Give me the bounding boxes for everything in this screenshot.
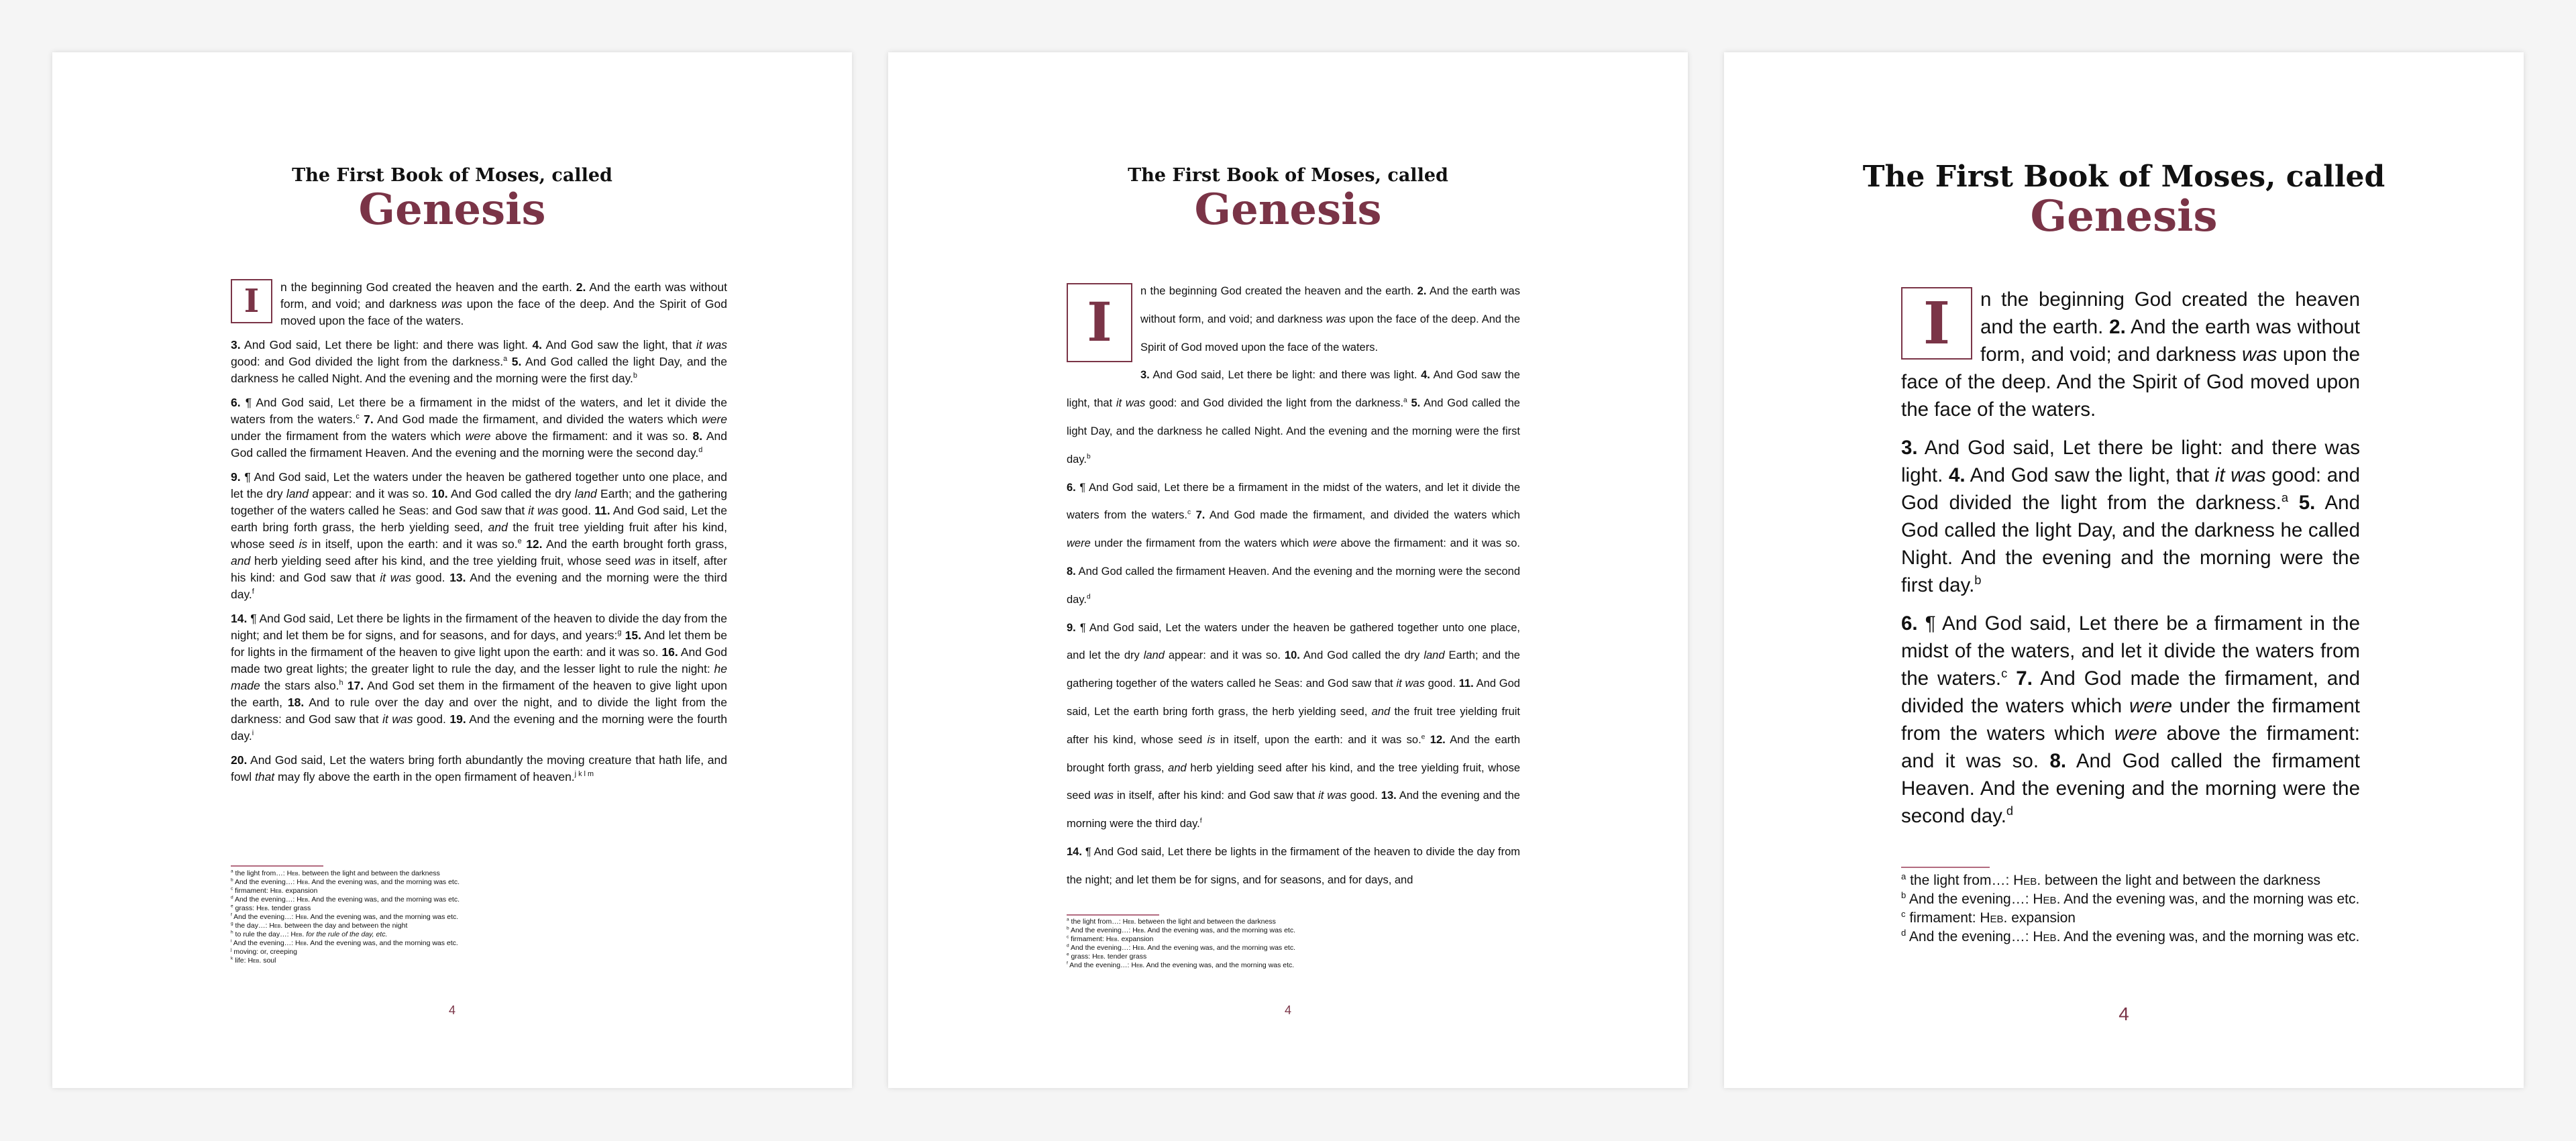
- verse-paragraph: 14. ¶ And God said, Let there be lights in the firmament of the heaven to divide the day from the night; and let them be for signs, and for seasons, and for days, and: [1067, 845, 1520, 886]
- footnote: $^b$ And the evening…: Heb. And the evening was, and the morning was etc.: [1067, 926, 1296, 934]
- drop-cap-ornament: I: [231, 279, 272, 323]
- verse-paragraph: 6. ¶ And God said, Let there be a firmament in the midst of the waters, and let it divide the waters from the waters.$^c$ 7. And God made the firmament, and divided the waters which were under the firmament from the waters which were above the firmament: and it was so. 8. And God called the firmament Heaven. And the evening and the morning were the second day.$^d$: [1901, 612, 2361, 827]
- chapter-header: [1724, 160, 2524, 241]
- verse-paragraph: 14. ¶ And God said, Let there be lights in the firmament of the heaven to divide the day from the night; and let them be for signs, and for seasons, and for days, and years:$^g$ 15. And let them be for lights in the firmament of the heaven to give light upon the earth: and it was so. 16. And God made two great lights; the greater light to rule the day, and the lesser light to rule the night: he made the stars also.$^h$ 17. And God set them in the firmament of the heaven to give light upon the earth, 18. And to rule over the day and over the night, and to divide the light from the darkness: and God saw that it was good. 19. And the evening and the morning were the fourth day.$^i$: [231, 612, 728, 743]
- footnote: $^f$ And the evening…: Heb. And the evening was, and the morning was etc.: [231, 912, 459, 921]
- footnote: $^j$ moving: or, creeping: [231, 947, 297, 956]
- book-title: Genesis: [1194, 184, 1382, 235]
- footnote: $^c$ firmament: Heb. expansion: [231, 886, 318, 895]
- footnote: $^a$ the light from…: Heb. between the light and between the darkness: [1901, 871, 2320, 888]
- verse-text: n the beginning God created the heaven and the earth. 2. And the earth was without form, and void; and darkness was upon the face of the deep. And the Spirit of God moved upon the face of the waters.: [280, 280, 727, 327]
- footnotes: [1901, 872, 2360, 947]
- verse-paragraph-opening: [1067, 278, 1520, 362]
- book-title: Genesis: [358, 184, 546, 235]
- footnote: $^d$ And the evening…: Heb. And the evening was, and the morning was etc.: [231, 895, 460, 904]
- book-pre-title: The First Book of Moses, called: [292, 165, 612, 186]
- chapter-body: [231, 279, 727, 793]
- page-spread-1: [52, 52, 852, 1088]
- book-title: Genesis: [2030, 191, 2218, 241]
- verse-paragraph: 6. ¶ And God said, Let there be a firmament in the midst of the waters, and let it divide the waters from the waters.$^c$ 7. And God made the firmament, and divided the waters which were under the firmament from the waters which were above the firmament: and it was so. 8. And God called the firmament Heaven. And the evening and the morning were the second day.$^d$: [1067, 481, 1520, 606]
- verse-paragraph: 9. ¶ And God said, Let the waters under the heaven be gathered together unto one place, and let the dry land appear: and it was so. 10. And God called the dry land Earth; and the gathering together of the waters called he Seas: and God saw that it was good. 11. And God said, Let the earth bring forth grass, the herb yielding seed, and the fruit tree yielding fruit after his kind, whose seed is in itself, upon the earth: and it was so.$^e$ 12. And the earth brought forth grass, and herb yielding seed after his kind, and the tree yielding fruit, whose seed was in itself, after his kind: and God saw that it was good. 13. And the evening and the morning were the third day.$^f$: [1067, 621, 1521, 830]
- footnote: $^g$ the day…: Heb. between the day and between the night: [231, 921, 408, 930]
- book-pre-title: The First Book of Moses, called: [1128, 165, 1448, 186]
- verse-paragraph: 3. And God said, Let there be light: and there was light. 4. And God saw the light, that it was good: and God divided the light from the darkness.$^a$ 5. And God called the light Day, and the darkness he called Night. And the evening and the morning were the first day.$^b$: [231, 338, 727, 385]
- drop-cap-ornament: I: [1901, 287, 1972, 360]
- footnote: $^d$ And the evening…: Heb. And the evening was, and the morning was etc.: [1901, 928, 2360, 944]
- footnote: $^b$ And the evening…: Heb. And the evening was, and the morning was etc.: [1901, 890, 2360, 907]
- verse-paragraph: 20. And God said, Let the waters bring forth abundantly the moving creature that hath life, and fowl that may fly above the earth in the open firmament of heaven.$^{j k l m}$: [231, 753, 727, 783]
- page-number: 4: [448, 1003, 455, 1017]
- chapter-header: [52, 165, 852, 235]
- footnote: $^e$ grass: Heb. tender grass: [231, 904, 311, 912]
- footnote-divider: [1067, 914, 1159, 916]
- footnote-divider: [231, 865, 323, 867]
- footnotes: [1067, 918, 1469, 970]
- footnote: $^a$ the light from…: Heb. between the light and between the darkness: [231, 869, 440, 877]
- footnote: $^h$ to rule the day…: Heb. for the rule of the day, etc.: [231, 930, 388, 938]
- footnote: $^e$ grass: Heb. tender grass: [1067, 952, 1147, 961]
- page-spread-2: [888, 52, 1688, 1088]
- verse-paragraph-opening: [1901, 286, 2360, 423]
- footnote: $^f$ And the evening…: Heb. And the evening was, and the morning was etc.: [1067, 961, 1295, 969]
- chapter-body: [1901, 286, 2360, 840]
- page-number: 4: [2118, 1003, 2129, 1024]
- page-spread-3: [1724, 52, 2524, 1088]
- footnote: $^d$ And the evening…: Heb. And the evening was, and the morning was etc.: [1067, 943, 1296, 952]
- verse-paragraph-opening: [231, 279, 727, 329]
- chapter-body: [1067, 278, 1520, 895]
- footnote: $^k$ life: Heb. soul: [231, 956, 276, 965]
- book-pre-title: The First Book of Moses, called: [1862, 160, 2385, 194]
- footnotes: [231, 869, 633, 965]
- verse-paragraph: 9. ¶ And God said, Let the waters under the heaven be gathered together unto one place, and let the dry land appear: and it was so. 10. And God called the dry land Earth; and the gathering together of the waters called he Seas: and God saw that it was good. 11. And God said, Let the earth bring forth grass, the herb yielding seed, and the fruit tree yielding fruit after his kind, whose seed is in itself, upon the earth: and it was so.$^e$ 12. And the earth brought forth grass, and herb yielding seed after his kind, and the tree yielding fruit, whose seed was in itself, after his kind: and God saw that it was good. 13. And the evening and the morning were the third day.$^f$: [231, 470, 728, 601]
- page-number: 4: [1284, 1003, 1291, 1017]
- verse-text: n the beginning God created the heaven and the earth. 2. And the earth was without form, and void; and darkness was upon the face of the deep. And the Spirit of God moved upon the face of the waters.: [1140, 285, 1520, 354]
- footnote: $^c$ firmament: Heb. expansion: [1067, 934, 1154, 943]
- verse-paragraph: 3. And God said, Let there be light: and there was light. 4. And God saw the light, that it was good: and God divided the light from the darkness.$^a$ 5. And God called the light Day, and the darkness he called Night. And the evening and the morning were the first day.$^b$: [1901, 437, 2360, 596]
- footnote: $^c$ firmament: Heb. expansion: [1901, 909, 2076, 926]
- chapter-header: [888, 165, 1688, 235]
- footnote: $^a$ the light from…: Heb. between the light and between the darkness: [1067, 917, 1276, 926]
- footnote: $^i$ And the evening…: Heb. And the evening was, and the morning was etc.: [231, 938, 458, 947]
- verse-paragraph: 6. ¶ And God said, Let there be a firmament in the midst of the waters, and let it divide the waters from the waters.$^c$ 7. And God made the firmament, and divided the waters which were under the firmament from the waters which were above the firmament: and it was so. 8. And God called the firmament Heaven. And the evening and the morning were the second day.$^d$: [231, 396, 727, 459]
- drop-cap-ornament: I: [1067, 283, 1132, 362]
- footnote-divider: [1901, 867, 1990, 868]
- footnote: $^b$ And the evening…: Heb. And the evening was, and the morning was etc.: [231, 877, 460, 886]
- verse-paragraph: 3. And God said, Let there be light: and there was light. 4. And God saw the light, that it was good: and God divided the light from the darkness.$^a$ 5. And God called the light Day, and the darkness he called Night. And the evening and the morning were the first day.$^b$: [1067, 369, 1520, 466]
- verse-text: n the beginning God created the heaven and the earth. 2. And the earth was without form, and void; and darkness was upon the face of the deep. And the Spirit of God moved upon the face of the waters.: [1901, 288, 2360, 421]
